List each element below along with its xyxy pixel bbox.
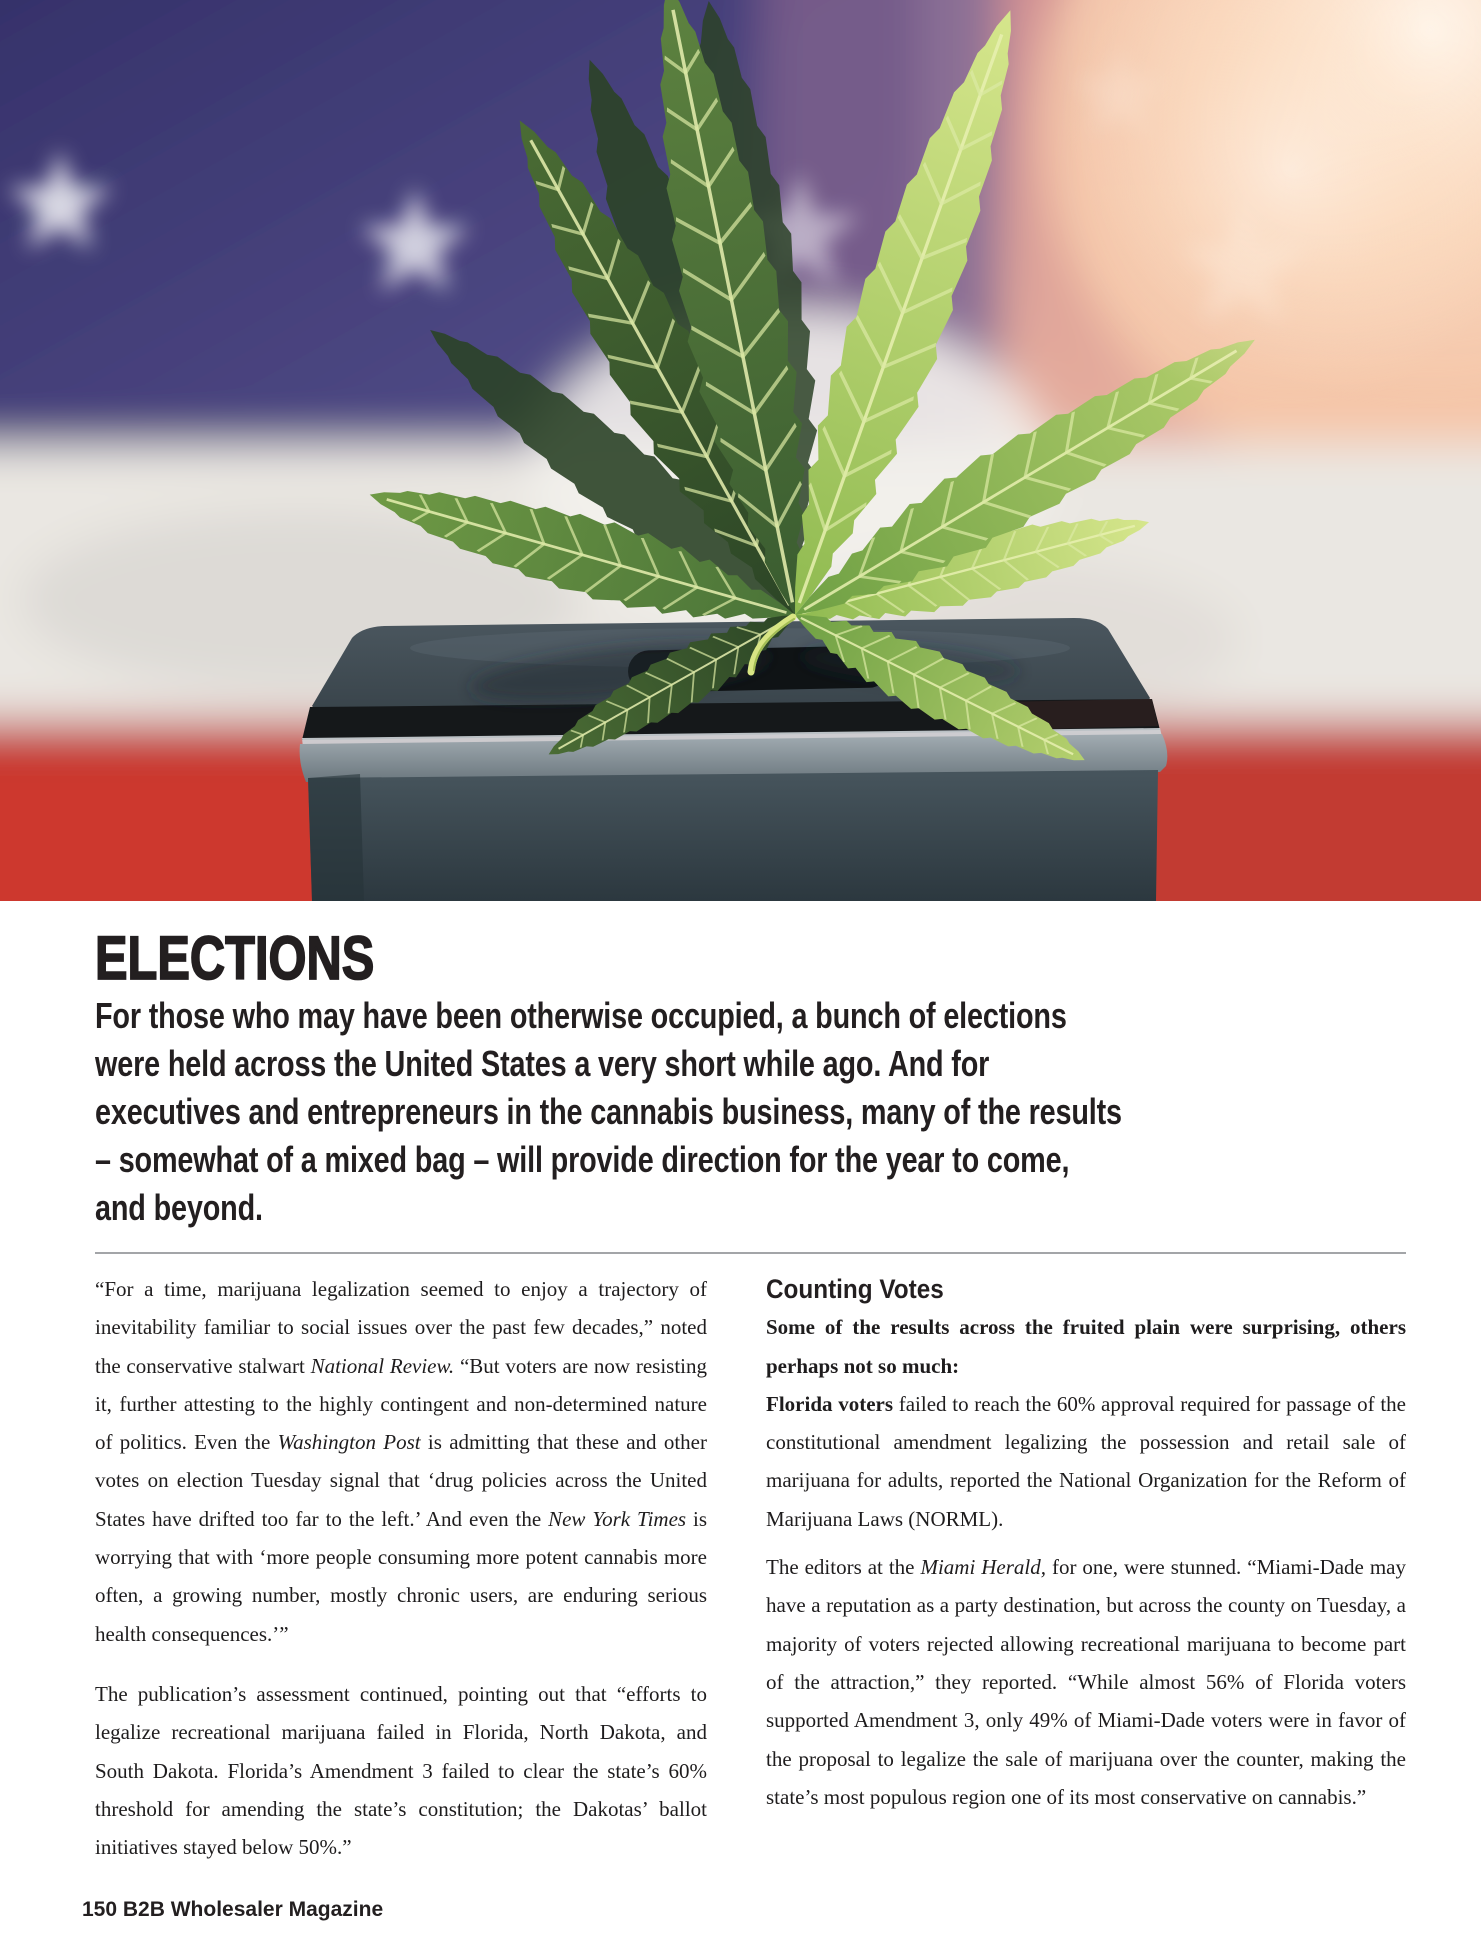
- right-column: [766, 1270, 1406, 1866]
- article-columns: [95, 1270, 1406, 1866]
- hero-image: [0, 0, 1481, 901]
- body-paragraph: “For a time, marijuana legalization seemed to enjoy a trajectory of inevitability familiar to social issues over the past few decades,” noted the conservative stalwart National Review. “But voters are now resisting it, further attesting to the highly contingent and non-determined nature of politics. Even the Washington Post is admitting that these and other votes on election Tuesday signal that ‘drug policies across the United States have drifted too far to the left.’ And even the New York Times is worrying that with ‘more people consuming more potent cannabis more often, a growing number, mostly chronic users, are enduring serious health consequences.’”: [95, 1277, 707, 1646]
- body-paragraph: The editors at the Miami Herald, for one, were stunned. “Miami-Dade may have a reputation as a party destination, but across the county on Tuesday, a majority of voters rejected allowing recreational marijuana to become part of the attraction,” they reported. “While almost 56% of Florida voters supported Amendment 3, only 49% of Miami-Dade voters were in favor of the proposal to legalize the sale of marijuana over the counter, making the state’s most populous region one of its most conservative on cannabis.”: [766, 1555, 1406, 1809]
- article-intro: For those who may have been otherwise occupied, a bunch of elections were held across the United States a very short while ago. And for executives and entrepreneurs in the cannabis business, many of the results – somewhat of a mixed bag – will provide direction for the year to come, and beyond.: [95, 995, 1122, 1228]
- page-footer: [82, 1898, 383, 1922]
- hero-illustration: [0, 0, 1481, 901]
- body-paragraph: The publication’s assessment continued, pointing out that “efforts to legalize recreational marijuana failed in Florida, North Dakota, and South Dakota. Florida’s Amendment 3 failed to clear the state’s 60% threshold for amending the state’s constitution; the Dakotas’ ballot initiatives stayed below 50%.”: [95, 1681, 707, 1860]
- section-heading: Counting Votes: [766, 1274, 944, 1304]
- page-title: ELECTIONS: [95, 924, 375, 992]
- section-divider: [95, 1252, 1406, 1254]
- magazine-name: B2B Wholesaler Magazine: [122, 1898, 384, 1921]
- left-column: [95, 1270, 707, 1866]
- section-intro: Some of the results across the fruited plain were surprising, others perhaps not so much:: [766, 1315, 1406, 1378]
- body-paragraph: Florida voters failed to reach the 60% approval required for passage of the constitutional amendment legalizing the possession and retail sale of marijuana for adults, reported the National Organization for the Reform of Marijuana Laws (NORML).: [766, 1391, 1406, 1531]
- page-number: 150: [82, 1898, 118, 1921]
